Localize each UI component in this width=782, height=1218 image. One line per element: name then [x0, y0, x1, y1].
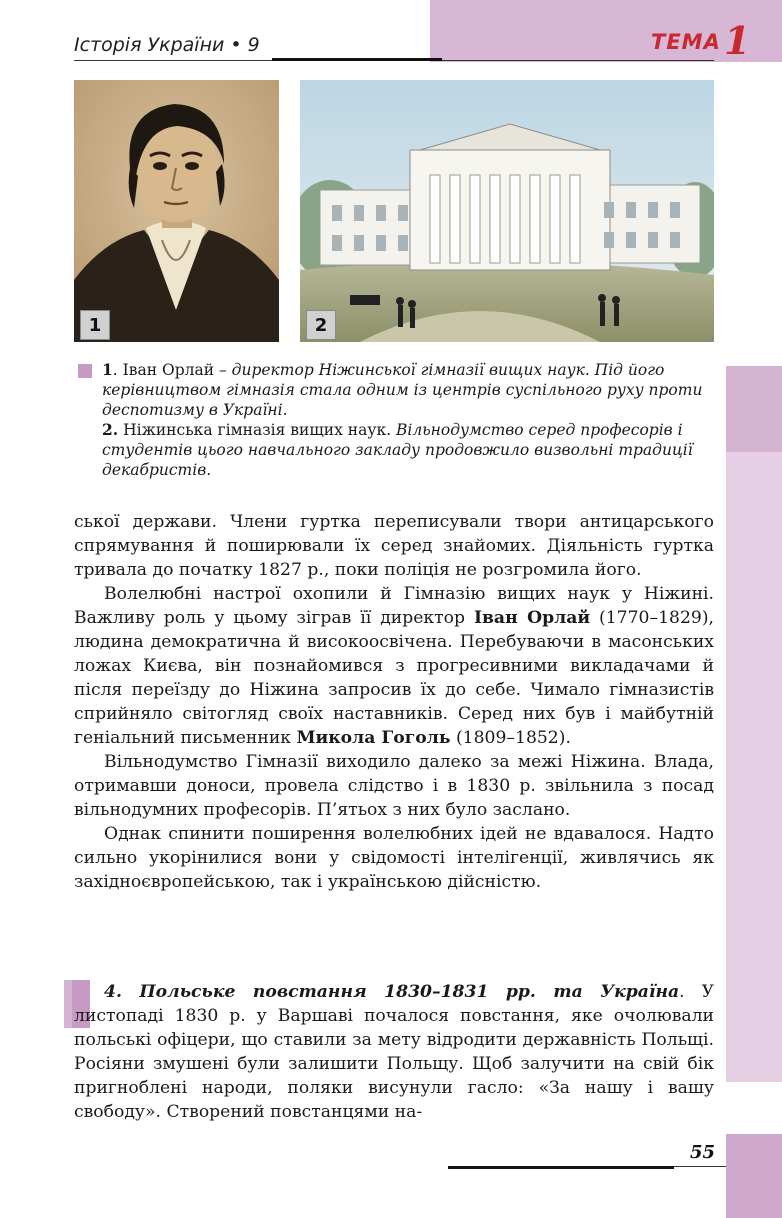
paragraph-4: Однак спинити поширення волелюбних ідей не вдавалося. Надто сильно укорінилися вони у свідомості інтелігенції, живлячись як західноєвропейською, так і українською дійсністю.: [74, 824, 714, 892]
section-4-paragraph: [74, 980, 714, 1124]
running-head: Історія України • 9: [74, 34, 260, 56]
section-4-text: . У листопаді 1830 р. у Варшаві почалося повстання, яке очолювали польські офіцери, що ставили за мету відродити державність Польщі. Росіяни змушені були залишити Польщу. Щоб залучити на свій бік пригноблені народи, поляки висунули гасло: «За нашу і вашу свободу». Створений повстанцями на-: [74, 982, 714, 1122]
header-rule: [272, 58, 442, 61]
paragraph-2: [74, 582, 714, 750]
page-number: 55: [690, 1142, 716, 1163]
gymnasium-building-image: [300, 80, 714, 342]
section-4: [74, 980, 714, 1124]
paragraph-2-part-a: Волелюбні настрої охопили й Гімназію вищих наук у Ніжині. Важливу роль у цьому зіграв її директор: [74, 584, 714, 628]
section-marker-light: [64, 980, 72, 1028]
side-tab-top: [726, 366, 782, 452]
caption-1-number: 1: [102, 360, 113, 379]
caption-2-name: Ніжинська гімназія вищих наук.: [118, 421, 392, 439]
section-4-heading: 4. Польське повстання 1830–1831 рр. та Україна: [104, 982, 680, 1002]
side-tab-bottom: [726, 1134, 782, 1218]
figure-1-badge: 1: [80, 310, 110, 340]
caption-item-2: [102, 420, 714, 480]
caption-1-desc: – директор Ніжинської гімназії вищих наук. Під його керівництвом гімназія стала одним із центрів суспільного руху проти деспотизму в Україні.: [102, 361, 703, 419]
body-text: [74, 510, 714, 894]
figure-caption: [102, 360, 714, 480]
caption-marker: [78, 364, 92, 378]
paragraph-2-part-c: (1809–1852).: [450, 728, 571, 748]
theme-number: 1: [724, 18, 751, 63]
caption-2-desc: Вільнодумство серед професорів і студентів цього навчального закладу продовжило визвольні традиції декабристів.: [102, 421, 693, 479]
caption-item-1: [102, 360, 714, 420]
caption-1-name: . Іван Орлай: [112, 361, 215, 379]
paragraph-2-part-b: (1770–1829), людина демократична й високоосвічена. Перебуваючи в масонських ложах Києва, він познайомився з прогресивними викладачами й після переїзду до Ніжина запросив їх до себе. Чимало гімназистів сприйняло світогляд своїх наставників. Серед них був і майбутній геніальний письменник: [74, 608, 714, 748]
footer-rule: [448, 1166, 674, 1169]
paragraph-1: ської держави. Члени гуртка переписували твори антицарського спрямування й поширювали їх серед знайомих. Діяльність гуртка тривала до початку 1827 р., поки поліція не розгромила його.: [74, 512, 714, 580]
paragraph-3: Вільнодумство Гімназії виходило далеко за межі Ніжина. Влада, отримавши доноси, провела слідство і в 1830 р. звільнила з посад вільнодумних професорів. П’ятьох з них було заслано.: [74, 752, 714, 820]
side-tab-middle: [726, 452, 782, 1082]
figure-2-badge: 2: [306, 310, 336, 340]
caption-2-number: 2.: [102, 420, 119, 439]
portrait-image: [74, 80, 279, 342]
person-orlai: Іван Орлай: [473, 608, 591, 628]
theme-label: ТЕМА: [651, 30, 721, 54]
person-gogol: Микола Гоголь: [296, 728, 451, 748]
